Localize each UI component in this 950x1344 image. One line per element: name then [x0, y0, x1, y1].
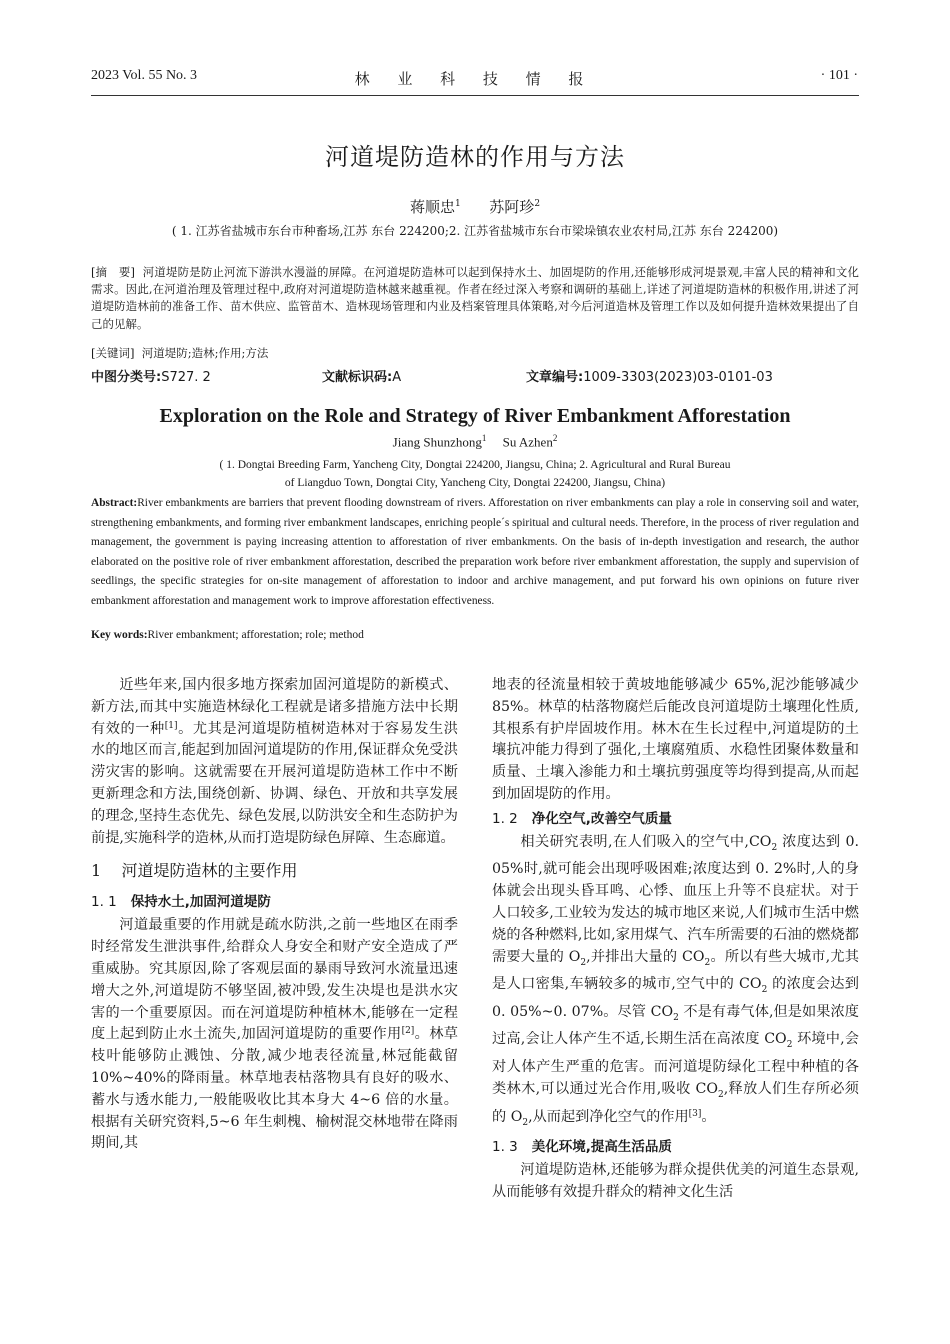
s12-d: 。所以有些大城市,尤其是人口密集,车辆较多的城市,空气中的 CO [492, 948, 859, 993]
section-1-2-heading [492, 808, 859, 830]
s12-b: 浓度达到 0. 05%时,就可能会出现呼吸困难;浓度达到 0. 2%时,人的身体就会出现头昏耳鸣、心悸、血压上升等不良症状。对于人口较多,工业较为发达的城市地区来说,人们城市生活中燃烧的各种燃料,比如,家用煤气、汽车所需要的石油的燃烧都需要大量的 O [492, 833, 859, 965]
clc-label: 中图分类号: [91, 370, 162, 385]
affiliation-en-line1: ( 1. Dongtai Breeding Farm, Yancheng City, Dongtai 224200, Jiangsu, China; 2. Agricultural and Rural Bureau [219, 459, 731, 471]
s12-a: 相关研究表明,在人们吸入的空气中,CO [520, 833, 772, 850]
section-1-2-paragraph [492, 832, 859, 1134]
sub-2: 2 [717, 1089, 724, 1100]
intro-text-a: 近些年来,国内很多地方探索加固河道堤防的新模式、新方法,而其中实施造林绿化工程就是诸多措施方法中长期有效的一种 [91, 677, 458, 737]
s11-text-b: 。林草枝叶能够防止溅蚀、分散,减少地表径流量,林冠能截留 10%~40%的降雨量。林草地表枯落物具有良好的吸水、蓄水与透水能力,一般能吸收比其本身大 4~6 倍的水量。根据有关研究资料,5~6 年生刺槐、榆树混交林地带在降雨期间,其 [91, 1026, 458, 1152]
paper-title-cn: 河道堤防造林的作用与方法 [325, 143, 625, 171]
s11-text-a: 河道最重要的作用就是疏水防洪,之前一些地区在雨季时经常发生泄洪事件,给群众人身安全和财产安全造成了严重威胁。究其原因,除了客观层面的暴雨导致河水流量迅速增大之外,河道堤防不够坚固,被冲毁,发生决堤也是洪水灾害的一个重要原因。而在河道堤防种植林木,能够在一定程度上起到防止水土流失,加固河道堤防的重要作用 [91, 917, 458, 1043]
s12-f: 不是有毒气体,但是如果浓度过高,会让人体产生不适,长期生活在高浓度 CO [492, 1003, 859, 1048]
citation-3: [3] [688, 1108, 702, 1119]
section-1-3-paragraph: 河道堤防造林,还能够为群众提供优美的河道生态景观,从而能够有效提升群众的精神文化生活 [492, 1162, 859, 1200]
author-1-en-sup: 1 [481, 433, 487, 443]
s12-c: ,并排出大量的 CO [586, 948, 705, 965]
author-1-en: Jiang Shunzhong [392, 434, 482, 450]
author-2-en: Su Azhen [502, 434, 553, 450]
s12-e: 的浓度会达到 0. 05%~0. 07%。尽管 CO [492, 976, 859, 1020]
intro-paragraph [91, 675, 458, 849]
section-1-2-title: 净化空气,改善空气质量 [531, 810, 672, 827]
abstract-cn [91, 264, 859, 333]
citation-1: [1] [164, 720, 178, 731]
section-1-3-title: 美化环境,提高生活品质 [531, 1139, 672, 1156]
affiliation-en [0, 456, 950, 492]
sub-2: 2 [704, 957, 711, 968]
section-1-3-heading [492, 1136, 859, 1158]
keywords-cn [91, 345, 859, 361]
page-number: · 101 · [820, 68, 858, 83]
s12-h: ,释放人们生存所必须的 O [492, 1080, 859, 1125]
author-2-sup: 2 [534, 199, 541, 209]
doc-label: 文献标识码: [322, 370, 393, 385]
body-right-column [492, 675, 859, 1204]
keywords-en-label: Key words: [91, 629, 148, 641]
author-2-cn: 苏阿珍 [489, 198, 535, 216]
keywords-cn-text: 河道堤防;造林;作用;方法 [141, 346, 269, 360]
sub-2: 2 [771, 842, 778, 853]
section-1-title: 河道堤防造林的主要作用 [121, 861, 298, 881]
doc-value: A [392, 370, 402, 385]
clc-value: S727. 2 [161, 370, 211, 385]
journal-issue: 2023 Vol. 55 No. 3 [91, 68, 198, 83]
section-1-3-number: 1. 3 [492, 1139, 518, 1156]
section-1-1-heading [91, 891, 458, 913]
abstract-cn-label: [摘 要] [91, 265, 136, 279]
section-1-1-title: 保持水土,加固河道堤防 [130, 894, 271, 911]
section-1-1-paragraph [91, 915, 458, 1155]
article-number [526, 366, 773, 385]
journal-name: 林 业 科 技 情 报 [354, 72, 596, 88]
section-1-1-number: 1. 1 [91, 894, 117, 911]
art-value: 1009-3303(2023)03-0101-03 [583, 370, 773, 385]
abstract-en [91, 494, 859, 611]
author-1-cn: 蒋顺忠 [409, 198, 455, 216]
sub-2: 2 [580, 957, 587, 968]
author-2-en-sup: 2 [552, 433, 558, 443]
citation-2: [2] [401, 1026, 415, 1037]
author-1-sup: 1 [454, 199, 461, 209]
s12-g: 环境中,会对人体产生严重的危害。而河道堤防绿化工程中种植的各类林木,可以通过光合作用,吸收 CO [492, 1031, 859, 1097]
s12-j: 。 [701, 1108, 716, 1125]
authors-en [0, 433, 950, 450]
sub-2: 2 [673, 1012, 679, 1023]
keywords-en [91, 629, 859, 641]
keywords-cn-label: [关键词] [91, 346, 135, 360]
abstract-en-text: River embankments are barriers that prevent flooding downstream of rivers. Afforestation on river embankments can play a role in conserving soil and water, strengthening embankments, and forming river embankment landscapes, enriching people´s spiritual and cultural needs. Therefore, in the process of river regulation and management, the government is paying increasing attention to afforestation of river embankments. On the basis of in-depth investigation and research, the author elaborated on the positive role of river embankment afforestation, described the preparation work before river embankment afforestation, the supply and supervision of seedlings, the specific strategies for on-site management of afforestation to indoor and archive management, and put forward his own opinions on future river embankment afforestation and management work to improve afforestation effectiveness. [91, 497, 859, 607]
sub-2: 2 [522, 1117, 529, 1128]
abstract-cn-text: 河道堤防是防止河流下游洪水漫溢的屏障。在河道堤防造林可以起到保持水土、加固堤防的作用,还能够形成河堤景观,丰富人民的精神和文化需求。因此,在河道治理及管理过程中,政府对河道堤防造林越来越重视。作者在经过深入考察和调研的基础上,详述了河道堤防造林的积极作用,讲述了河道堤防造林前的准备工作、苗木供应、监管苗木、造林现场管理和内业及档案管理具体策略,对今后河道造林及管理工作以及如何提升造林效果提出了自己的见解。 [91, 265, 860, 331]
affiliation-cn: ( 1. 江苏省盐城市东台市种畜场,江苏 东台 224200;2. 江苏省盐城市东台市梁垛镇农业农村局,江苏 东台 224200) [171, 224, 779, 238]
paper-title-en: Exploration on the Role and Strategy of River Embankment Afforestation [159, 405, 791, 427]
doc-code [322, 366, 401, 385]
section-1-1-continued: 地表的径流量相较于黄坡地能够减少 65%,泥沙能够减少 85%。林草的枯落物腐烂后能改良河道堤防土壤理化性质,其根系有护岸固坡作用。林木在生长过程中,河道堤防的土壤抗冲能力得到了强化,土壤腐殖质、水稳性团聚体数量和质量、土壤入渗能力和土壤抗剪强度等均得到提高,从而起到加固堤防的作用。 [492, 677, 859, 802]
sub-2: 2 [761, 985, 768, 996]
section-1-number: 1 [91, 861, 102, 881]
header-rule [91, 95, 859, 96]
art-label: 文章编号: [526, 370, 584, 385]
s12-i: ,从而起到净化空气的作用 [528, 1108, 689, 1125]
sub-2: 2 [786, 1040, 793, 1051]
intro-text-b: 。尤其是河道堤防植树造林对于容易发生洪水的地区而言,能起到加固河道堤防的作用,保证群众免受洪涝灾害的影响。这就需要在开展河道堤防造林工作中不断更新理念和方法,围绕创新、协调、绿色、开放和共享发展的理念,坚持生态优先、绿色发展,以防洪安全和生态防护为前提,实施科学的造林,从而打造堤防绿色屏障、生态廊道。 [91, 720, 458, 846]
clc-number [91, 366, 211, 385]
abstract-en-label: Abstract: [91, 497, 138, 509]
section-1-2-number: 1. 2 [492, 810, 518, 827]
body-left-column [91, 675, 458, 1155]
keywords-en-text: River embankment; afforestation; role; method [147, 629, 364, 641]
authors-cn [0, 196, 950, 217]
section-1-heading [91, 859, 458, 883]
affiliation-en-line2: of Liangduo Town, Dongtai City, Yancheng City, Dongtai 224200, Jiangsu, China) [284, 477, 666, 489]
